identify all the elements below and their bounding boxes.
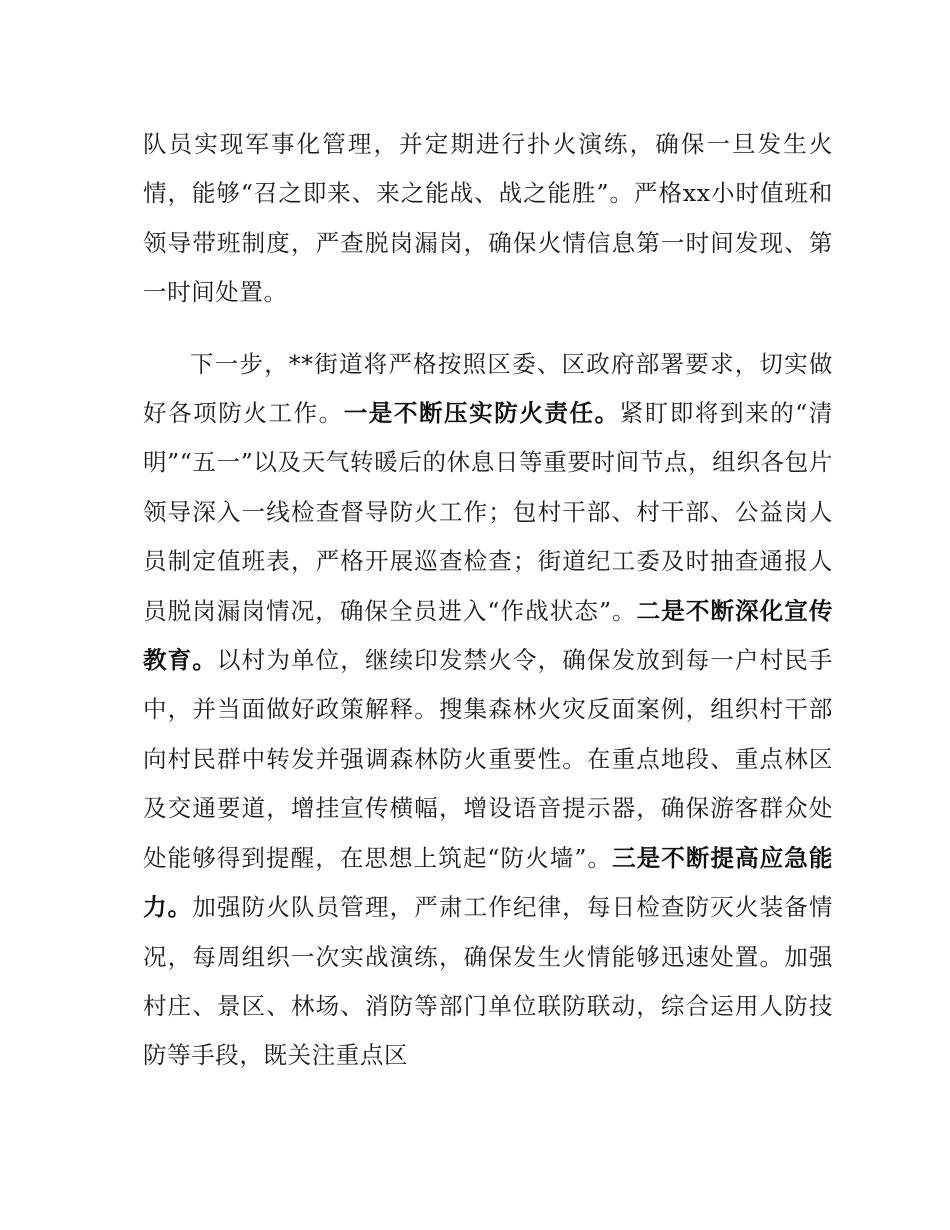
point-1-heading: 一是不断压实防火责任。 (343, 399, 620, 428)
point-2-body: 以村为单位，继续印发禁火令，确保发放到每一户村民手中，并当面做好政策解释。搜集森林火灾反面案例，组织村干部向村民群中转发并强调森林防火重要性。在重点地段、重点林区及交通要道，增挂宣传横幅，增设语音提示器，确保游客群众处处能够得到提醒，在思想上筑起“防火墙”。 (143, 646, 833, 872)
point-1-body: 紧盯即将到来的“清明”“五一”以及天气转暖后的休息日等重要时间节点，组织各包片领导深入一线检查督导防火工作；包村干部、村干部、公益岗人员制定值班表，严格开展巡查检查；街道纪工委及时抽查通报人员脱岗漏岗情况，确保全员进入“作战状态”。 (143, 399, 833, 625)
document-body (143, 120, 833, 1081)
next-steps-intro: 下一步，**街道将严格按照区委、区政府部署要求，切实做好各项防火工作。 (143, 349, 833, 428)
point-3-body: 加强防火队员管理，严肃工作纪律，每日检查防灭火装备情况，每周组织一次实战演练，确保发生火情能够迅速处置。加强村庄、景区、林场、消防等部门单位联防联动，综合运用人防技防等手段，既关注重点区 (143, 893, 833, 1070)
point-3-heading: 三是不断提高应急能力。 (143, 843, 833, 922)
paragraph-continuation (143, 120, 833, 318)
paragraph-text: 队员实现军事化管理，并定期进行扑火演练，确保一旦发生火情，能够“召之即来、来之能战、战之能胜”。严格xx小时值班和领导带班制度，严查脱岗漏岗，确保火情信息第一时间发现、第一时间处置。 (143, 130, 833, 307)
point-2-heading: 二是不断深化宣传教育。 (143, 596, 833, 675)
paragraph-next-steps (143, 340, 833, 1081)
